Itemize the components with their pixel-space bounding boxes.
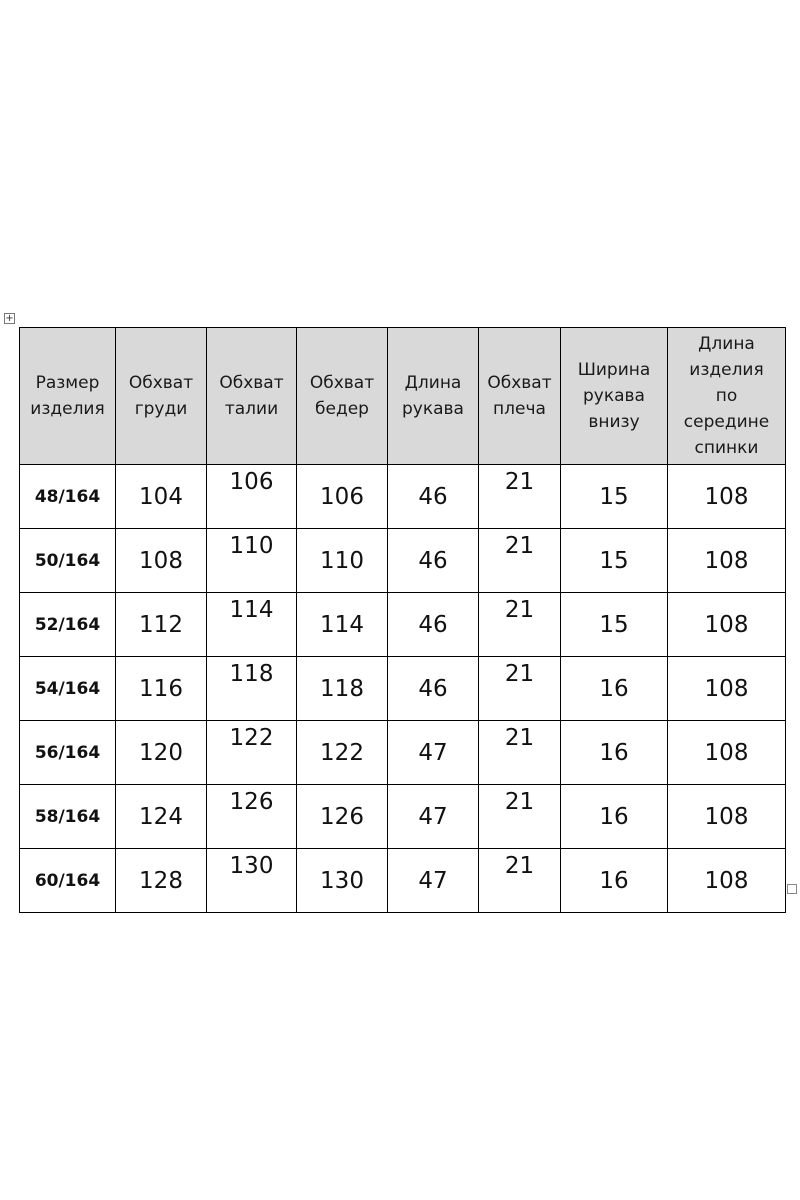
header-sleeve-length: Длина рукава [388, 328, 479, 465]
cell-waist-value: 130 [229, 853, 274, 879]
cell-chest: 128 [116, 849, 207, 913]
cell-sleeve-width: 16 [561, 721, 668, 785]
cell-chest: 116 [116, 657, 207, 721]
cell-hips: 110 [297, 529, 388, 593]
cell-sleeve-length: 47 [388, 785, 479, 849]
cell-hips: 122 [297, 721, 388, 785]
cell-size: 58/164 [20, 785, 116, 849]
cell-back-length: 108 [668, 721, 786, 785]
header-chest: Обхват груди [116, 328, 207, 465]
cell-sleeve-length: 46 [388, 529, 479, 593]
cell-waist-value: 110 [229, 533, 274, 559]
table-resize-icon[interactable] [787, 884, 797, 894]
cell-shoulder-value: 21 [504, 853, 535, 879]
cell-size: 56/164 [20, 721, 116, 785]
table-row [20, 721, 786, 785]
cell-shoulder [479, 785, 561, 849]
cell-hips: 106 [297, 465, 388, 529]
cell-chest: 124 [116, 785, 207, 849]
cell-waist-value: 114 [229, 597, 274, 623]
header-shoulder: Обхват плеча [479, 328, 561, 465]
cell-back-length: 108 [668, 785, 786, 849]
header-hips: Обхват бедер [297, 328, 388, 465]
cell-waist [207, 465, 297, 529]
cell-waist [207, 785, 297, 849]
cell-size: 50/164 [20, 529, 116, 593]
cell-chest: 108 [116, 529, 207, 593]
table-body [20, 465, 786, 913]
cell-chest: 120 [116, 721, 207, 785]
cell-hips: 114 [297, 593, 388, 657]
cell-waist-value: 126 [229, 789, 274, 815]
cell-waist [207, 849, 297, 913]
cell-sleeve-width: 16 [561, 657, 668, 721]
cell-shoulder-value: 21 [504, 789, 535, 815]
cell-size: 60/164 [20, 849, 116, 913]
cell-shoulder-value: 21 [504, 725, 535, 751]
cell-shoulder-value: 21 [504, 533, 535, 559]
table-row [20, 785, 786, 849]
cell-waist [207, 721, 297, 785]
cell-hips: 130 [297, 849, 388, 913]
cell-size: 54/164 [20, 657, 116, 721]
header-back-length: Длина изделия по середине спинки [668, 328, 786, 465]
table-move-icon[interactable]: + [5, 313, 14, 324]
cell-back-length: 108 [668, 849, 786, 913]
cell-sleeve-width: 15 [561, 529, 668, 593]
cell-sleeve-width: 15 [561, 465, 668, 529]
table-row [20, 529, 786, 593]
cell-back-length: 108 [668, 657, 786, 721]
cell-waist-value: 106 [229, 469, 274, 495]
cell-sleeve-length: 46 [388, 593, 479, 657]
cell-sleeve-width: 16 [561, 849, 668, 913]
cell-sleeve-width: 15 [561, 593, 668, 657]
cell-sleeve-length: 46 [388, 465, 479, 529]
cell-back-length: 108 [668, 465, 786, 529]
table-row [20, 657, 786, 721]
cell-waist [207, 657, 297, 721]
table-header [20, 328, 786, 465]
table-row [20, 593, 786, 657]
header-sleeve-width: Ширина рукава внизу [561, 328, 668, 465]
cell-waist [207, 529, 297, 593]
cell-chest: 104 [116, 465, 207, 529]
cell-shoulder [479, 465, 561, 529]
cell-waist [207, 593, 297, 657]
cell-chest: 112 [116, 593, 207, 657]
cell-back-length: 108 [668, 529, 786, 593]
cell-hips: 118 [297, 657, 388, 721]
table-row [20, 849, 786, 913]
size-chart-table [19, 327, 786, 913]
cell-shoulder [479, 849, 561, 913]
cell-size: 48/164 [20, 465, 116, 529]
header-waist: Обхват талии [207, 328, 297, 465]
cell-shoulder [479, 657, 561, 721]
cell-size: 52/164 [20, 593, 116, 657]
cell-waist-value: 118 [229, 661, 274, 687]
cell-shoulder-value: 21 [504, 661, 535, 687]
cell-shoulder-value: 21 [504, 597, 535, 623]
cell-sleeve-length: 47 [388, 849, 479, 913]
cell-sleeve-width: 16 [561, 785, 668, 849]
cell-waist-value: 122 [229, 725, 274, 751]
cell-back-length: 108 [668, 593, 786, 657]
cell-shoulder [479, 721, 561, 785]
cell-shoulder [479, 593, 561, 657]
cell-sleeve-length: 46 [388, 657, 479, 721]
cell-hips: 126 [297, 785, 388, 849]
header-size: Размер изделия [20, 328, 116, 465]
table-row [20, 465, 786, 529]
cell-sleeve-length: 47 [388, 721, 479, 785]
cell-shoulder-value: 21 [504, 469, 535, 495]
cell-shoulder [479, 529, 561, 593]
header-row [20, 328, 786, 465]
